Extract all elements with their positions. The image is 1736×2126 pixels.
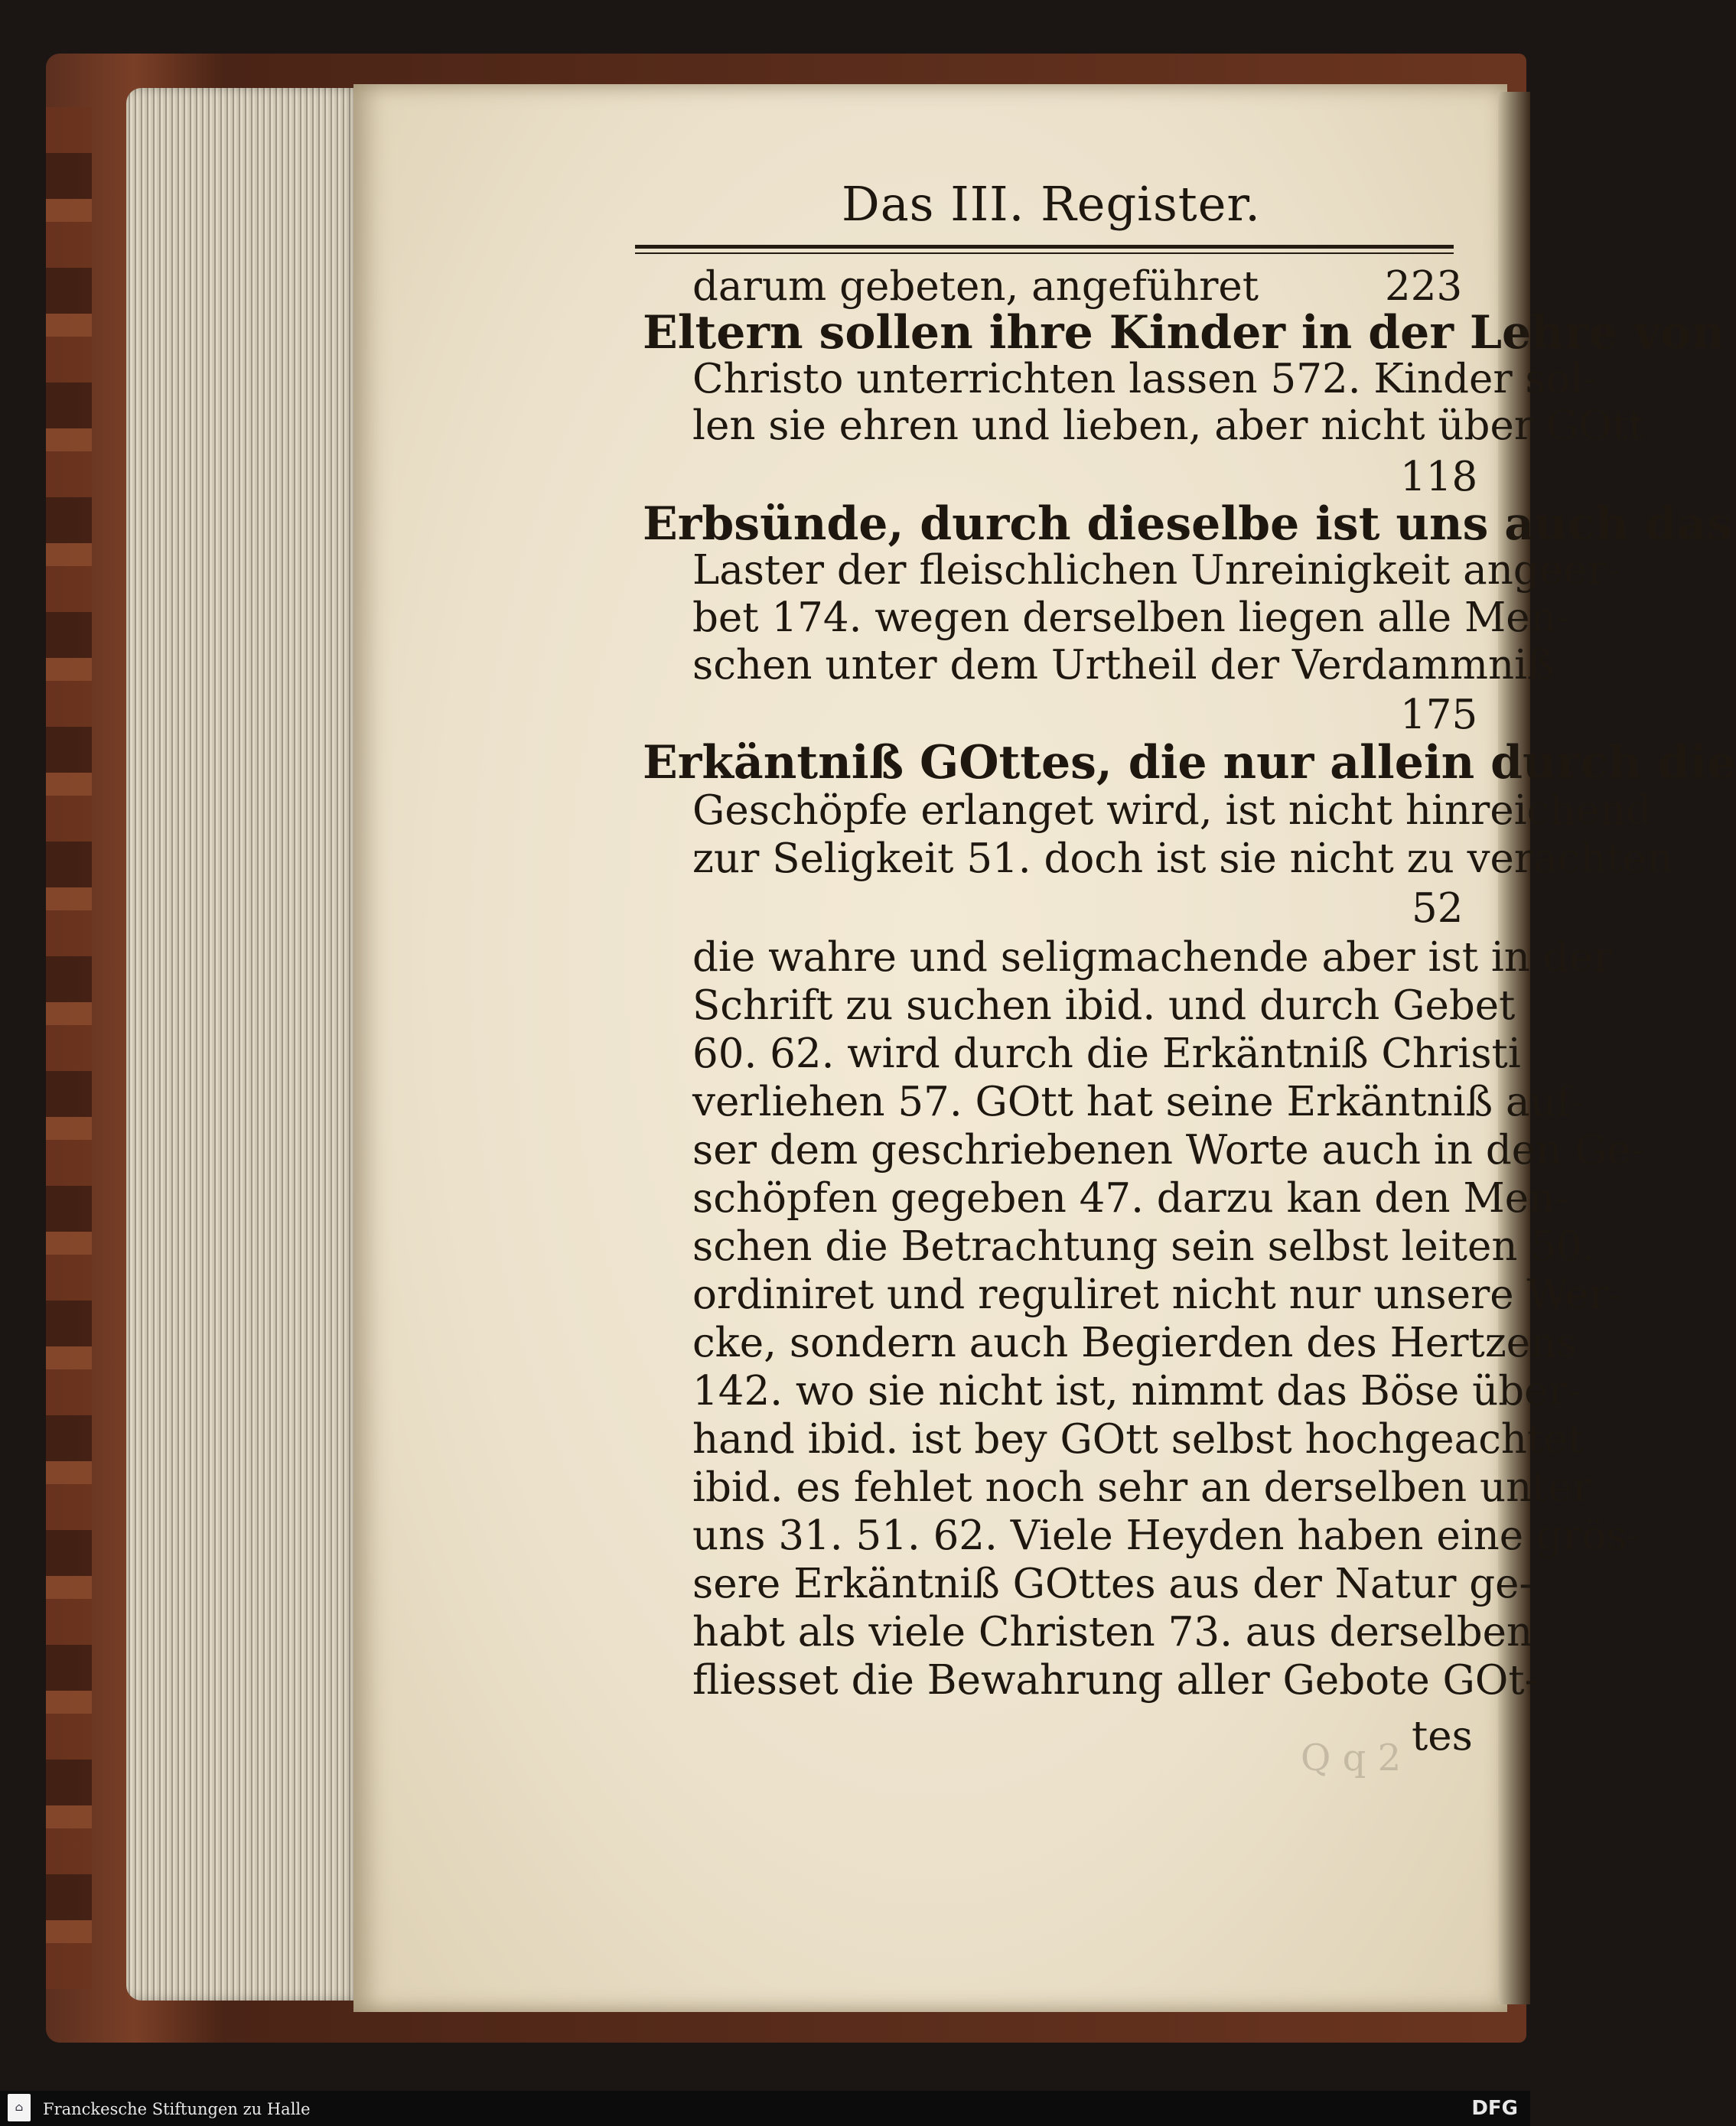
text-line: ordiniret und reguliret nicht nur unsere Wer- (692, 1271, 1623, 1318)
text-line: 142. wo sie nicht ist, nimmt das Böse über- (692, 1368, 1581, 1415)
text-line: schöpfen gegeben 47. darzu kan den Men- (692, 1175, 1569, 1222)
page-edges (126, 88, 360, 2001)
running-header: Das III. Register. (842, 176, 1261, 232)
page-ref: 175 (1400, 692, 1478, 738)
book-spine (46, 107, 92, 1989)
catchword: tes (1412, 1713, 1473, 1760)
entry-erkaentniss: Erkäntniß GOttes, die nur allein durch die (643, 736, 1736, 790)
page-ref: 52 (1412, 885, 1464, 932)
text-line: die wahre und seligmachende aber ist in der (692, 934, 1613, 981)
text-line: schen unter dem Urtheil der Verdammniß (692, 642, 1555, 689)
text-line: ser dem geschriebenen Worte auch in den Ge- (692, 1127, 1645, 1174)
dfg-logo: DFG (1471, 2097, 1518, 2120)
text-line: ibid. es fehlet noch sehr an derselben unter (692, 1464, 1592, 1511)
text-line: sere Erkäntniß GOttes aus der Natur ge- (692, 1561, 1533, 1607)
text-line: zur Seligkeit 51. doch ist sie nicht zu verachten (692, 835, 1673, 882)
footer-institution: Franckesche Stiftungen zu Halle (43, 2100, 311, 2118)
text-line: bet 174. wegen derselben liegen alle Men- (692, 594, 1570, 641)
signature-mark: Q q 2 (1301, 1737, 1402, 1779)
header-rule (635, 245, 1454, 249)
text-line: hand ibid. ist bey GOtt selbst hochgeachtet (692, 1416, 1585, 1463)
entry-erbsuende: Erbsünde, durch dieselbe ist uns auch das (643, 497, 1733, 551)
page-ref: 223 (1385, 263, 1463, 310)
entry-eltern: Eltern sollen ihre Kinder in der Lehre von (643, 306, 1725, 360)
text-line: darum gebeten, angeführet (692, 263, 1259, 310)
text-line: Geschöpfe erlanget wird, ist nicht hinreichend (692, 787, 1652, 834)
header-rule-thin (635, 252, 1454, 254)
institution-logo-icon: ⌂ (8, 2094, 31, 2121)
text-line: habt als viele Christen 73. aus derselben (692, 1609, 1533, 1656)
text-line: verliehen 57. GOtt hat seine Erkäntniß auf- (692, 1079, 1584, 1125)
text-line: fliesset die Bewahrung aller Gebote GOt- (692, 1657, 1539, 1704)
text-line: 60. 62. wird durch die Erkäntniß Christi (692, 1030, 1521, 1077)
text-line: Laster der fleischlichen Unreinigkeit angeer- (692, 547, 1620, 594)
text-line: Schrift zu suchen ibid. und durch Gebet (692, 982, 1516, 1029)
page-ref: 118 (1400, 454, 1478, 500)
text-line: cke, sondern auch Begierden des Hertzens (692, 1320, 1578, 1366)
text-line: uns 31. 51. 62. Viele Heyden haben eine grös- (692, 1512, 1641, 1559)
text-line: schen die Betrachtung sein selbst leiten 50. (692, 1223, 1595, 1270)
text-line: len sie ehren und lieben, aber nicht über GOtt (692, 402, 1645, 449)
text-line: Christo unterrichten lassen 572. Kinder sol- (692, 356, 1598, 402)
